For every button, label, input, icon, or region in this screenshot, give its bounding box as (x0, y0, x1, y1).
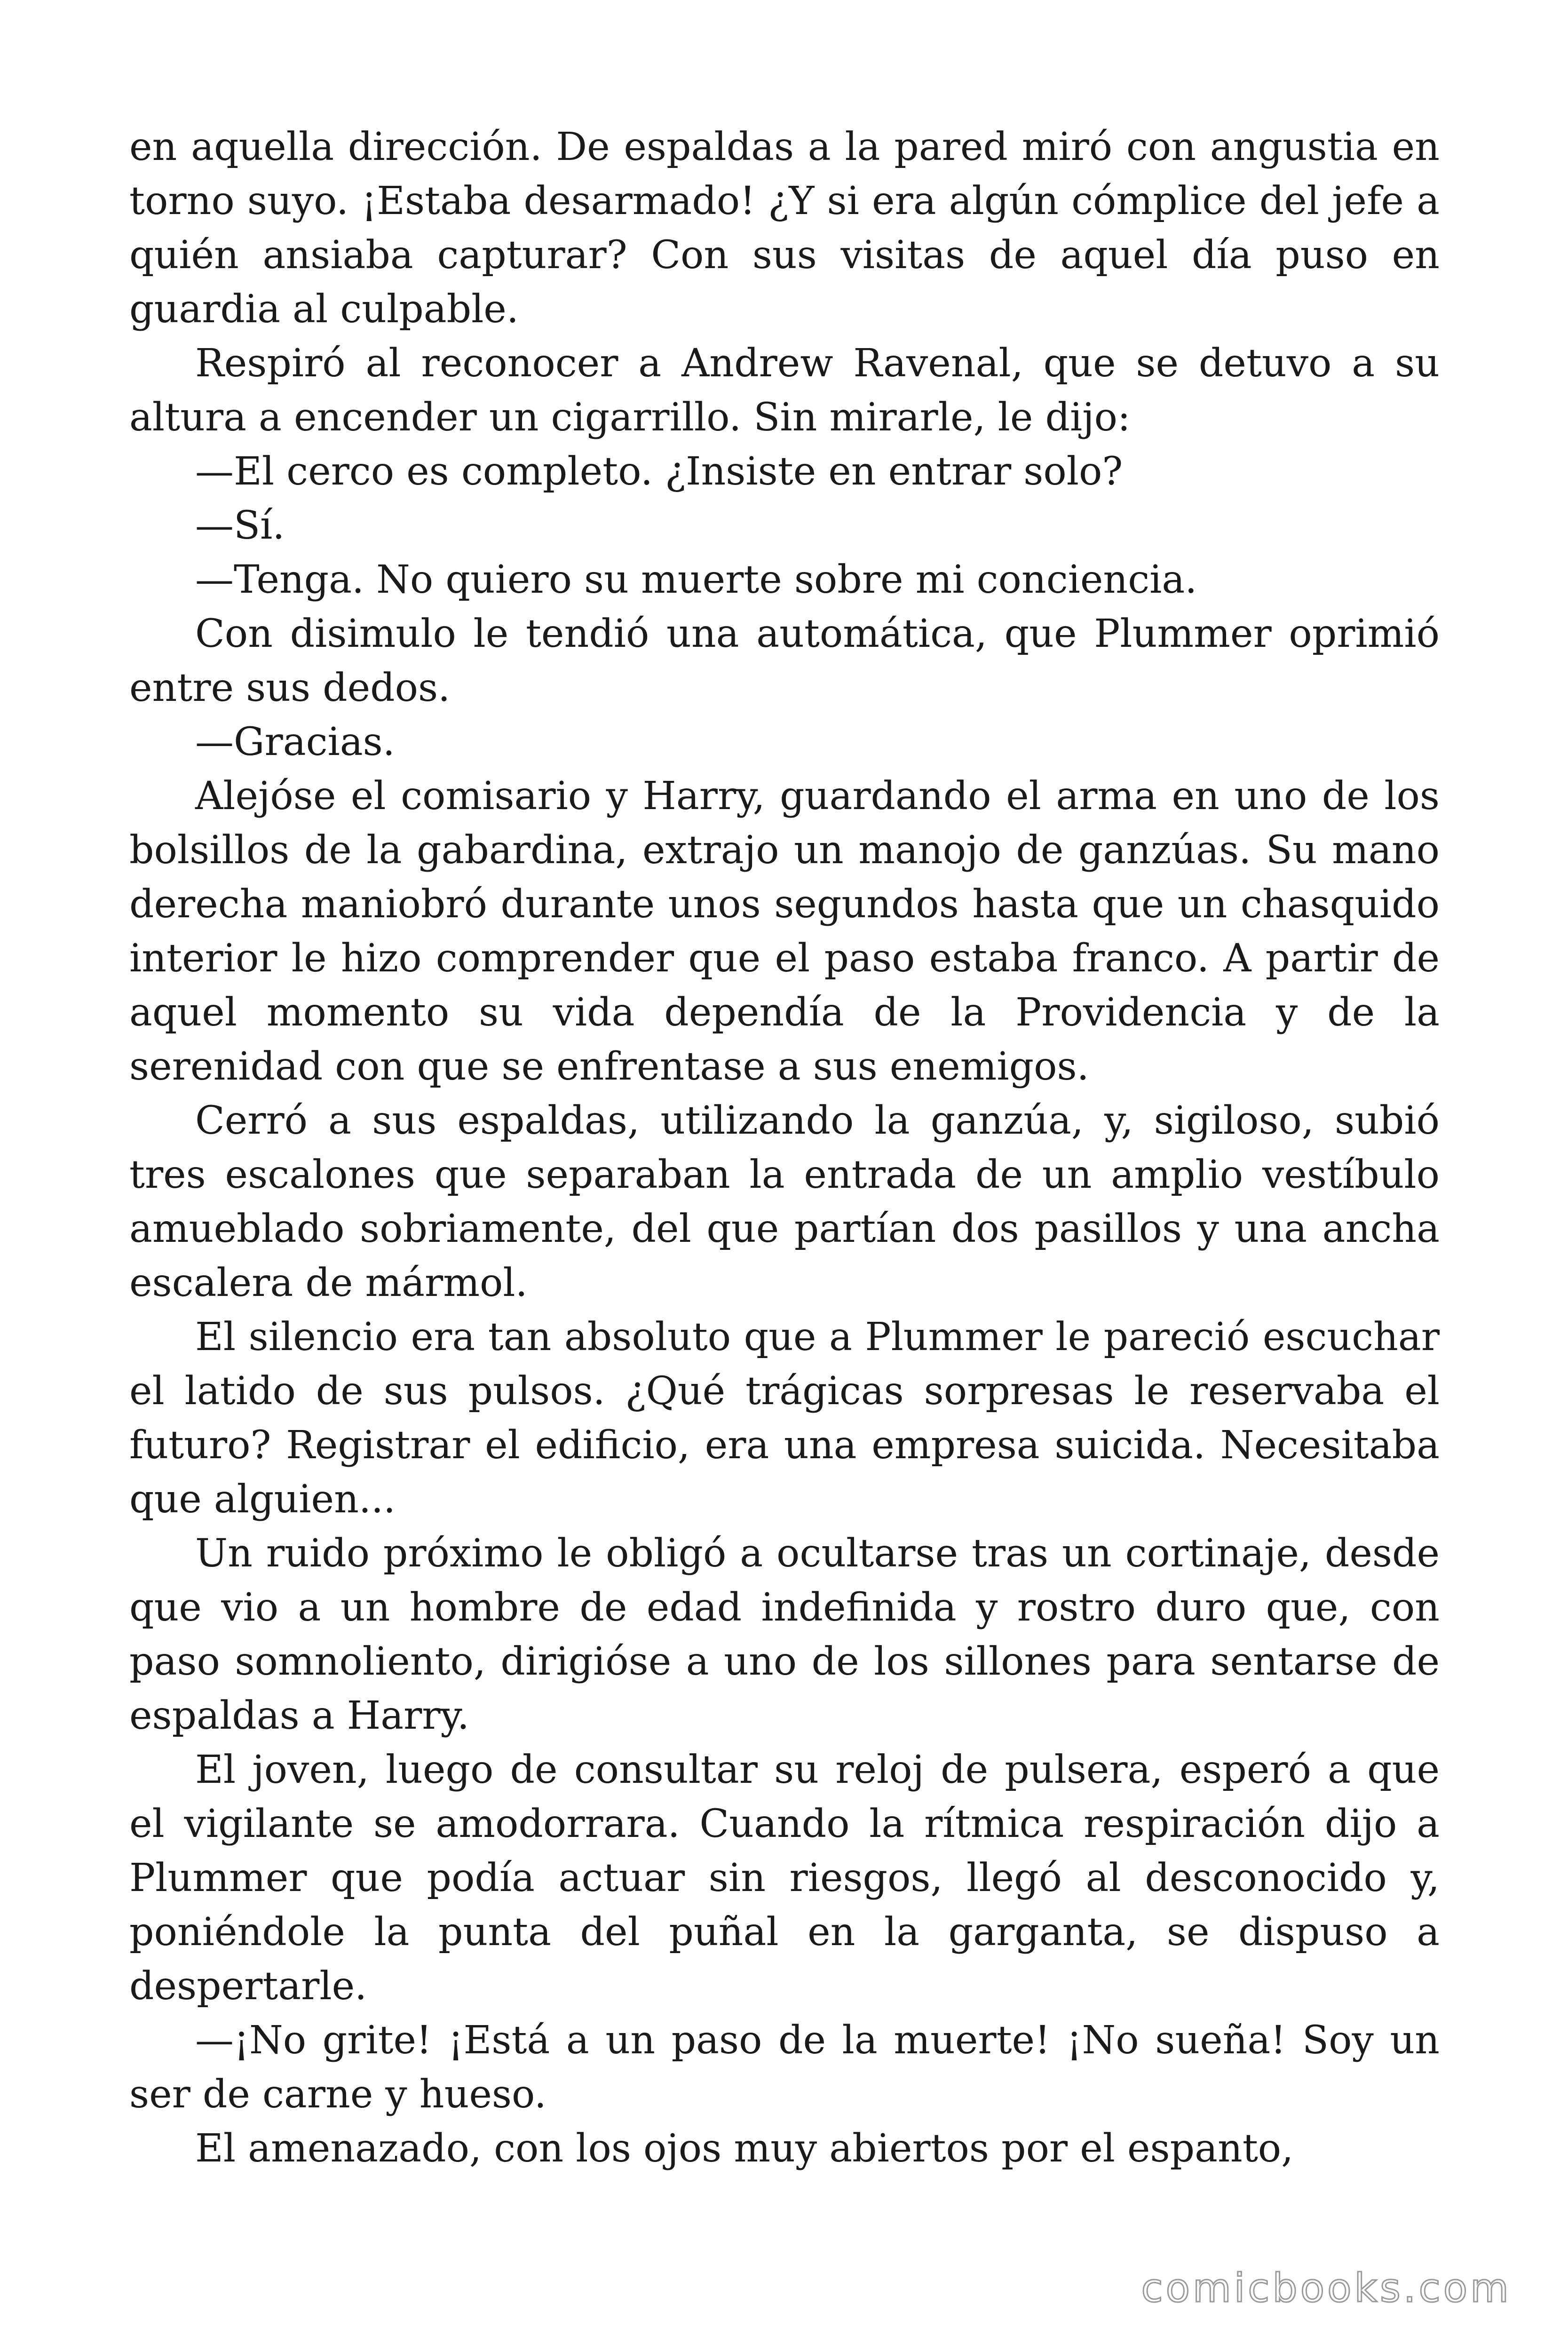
paragraph: El amenazado, con los ojos muy abiertos por el espanto, (195, 2126, 1294, 2171)
paragraph: El joven, luego de consultar su reloj de pulsera, esperó a que el vigilante se amodorrara. Cuando la rítmica respiración dijo a Plummer que podía actuar sin riesgos, llegó al desconocido y, poniéndole la punta del puñal en la garganta, se dispuso a despertarle. (129, 1748, 1440, 2009)
paragraph: en aquella dirección. De espaldas a la pared miró con angustia en torno suyo. ¡Estaba desarmado! ¿Y si era algún cómplice del jefe a quién ansiaba capturar? Con sus visitas de aquel día puso en guardia al culpable. (129, 125, 1440, 332)
paragraph: Un ruido próximo le obligó a ocultarse tras un cortinaje, desde que vio a un hombre de edad indefinida y rostro duro que, con paso somnoliento, dirigióse a uno de los sillones para sentarse de espaldas a Harry. (129, 1531, 1440, 1738)
paragraph: El silencio era tan absoluto que a Plummer le pareció escuchar el latido de sus pulsos. ¿Qué trágicas sorpresas le reservaba el futuro? Registrar el edificio, era una empresa suicida. Necesitaba que alguien... (129, 1315, 1440, 1522)
paragraph: Con disimulo le tendió una automática, que Plummer oprimió entre sus dedos. (129, 612, 1440, 710)
paragraph: —Tenga. No quiero su muerte sobre mi conciencia. (195, 557, 1197, 602)
watermark: comicbooks.com (1141, 2265, 1512, 2311)
paragraph: Alejóse el comisario y Harry, guardando el arma en uno de los bolsillos de la gabardina, extrajo un manojo de ganzúas. Su mano derecha maniobró durante unos segundos hasta que un chasquido interior le hizo comprender que el paso estaba franco. A partir de aquel momento su vida dependía de la Providencia y de la serenidad con que se enfrentase a sus enemigos. (129, 774, 1440, 1089)
paragraph: —Sí. (195, 503, 285, 548)
paragraph: —¡No grite! ¡Está a un paso de la muerte! ¡No sueña! Soy un ser de carne y hueso. (129, 2018, 1440, 2117)
page-body (129, 120, 1440, 2176)
paragraph: —Gracias. (195, 720, 395, 764)
paragraph: —El cerco es completo. ¿Insiste en entrar solo? (195, 449, 1123, 494)
paragraph: Respiró al reconocer a Andrew Ravenal, que se detuvo a su altura a encender un cigarrillo. Sin mirarle, le dijo: (129, 341, 1440, 440)
paragraph: Cerró a sus espaldas, utilizando la ganzúa, y, sigiloso, subió tres escalones que separaban la entrada de un amplio vestíbulo amueblado sobriamente, del que partían dos pasillos y una ancha escalera de mármol. (129, 1098, 1440, 1305)
